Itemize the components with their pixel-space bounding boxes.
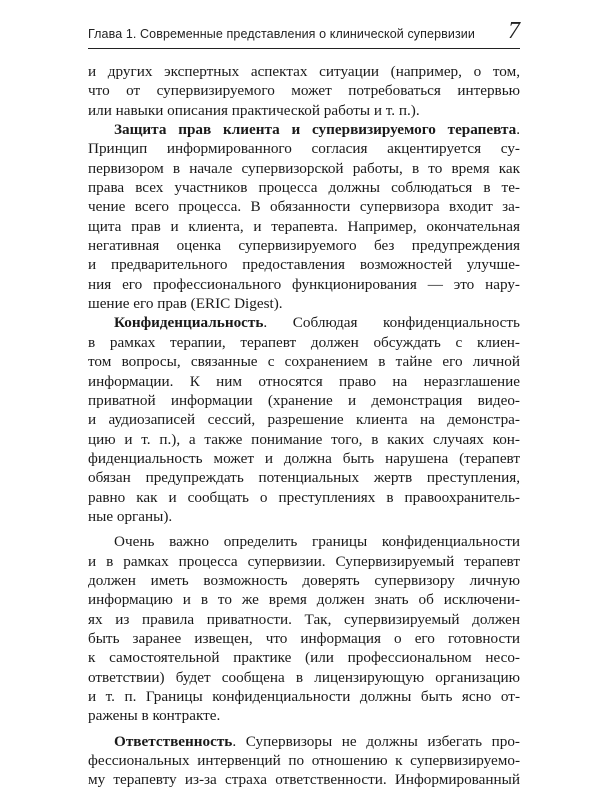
text-line: цию и т. п.), а также понимание того, в каких случаях кон- [88,430,520,448]
paragraph-continuation [88,62,520,120]
text-line: и т. п. Границы конфиденциальности должны быть ясно от- [88,688,520,705]
paragraph-responsibility [88,732,520,790]
text-line: должен иметь возможность доверять супервизору личную [88,571,520,589]
text-line: первизором в начале супервизорской работы, в то время как [88,159,520,177]
text-line: му терапевту из-за страха ответственности. Информированный [88,771,520,789]
text-line: чение всего процесса. В обязанности супервизора входит за- [88,198,520,216]
text-line: информацию и в то же время должен знать об исключени- [88,591,520,609]
section-heading-confidentiality: Конфиденциальность [114,314,264,332]
body-text [88,62,520,790]
text-line: шение его прав (ERIC Digest). [88,295,283,313]
section-heading-responsibility: Ответственность [114,732,233,750]
section-heading-line: Защита прав клиента и супервизируемого терапевта. [114,121,520,139]
text-line: ные органы). [88,507,173,525]
text-line: том вопросы, связанные с сохранением в тайне его личной [88,353,520,371]
chapter-title: Глава 1. Современные представления о клинической супервизии [88,27,475,41]
text-line: и предварительного предоставления возможностей улучше- [88,256,520,274]
section-heading-line: Конфиденциальность. Соблюдая конфиденциальность [114,314,520,332]
text-line: Очень важно определить границы конфиденциальности [114,533,520,551]
text-line: и аудиозаписей сессий, разрешение клиента на демонстра- [88,411,520,429]
text-line: ражены в контракте. [88,707,221,725]
text-line: фиденциальность может и должна быть нарушена (терапевт [88,449,520,467]
text-line: приватной информации (хранение и демонстрация видео- [88,391,520,409]
paragraph-boundaries [88,532,520,725]
text-line: негативная оценка супервизируемого без предупреждения [88,237,520,255]
text-line: фессиональных интервенций по отношению к супервизируемо- [88,752,520,770]
text-line: что от супервизируемого может потребоваться интервью [88,82,520,100]
text-line: ния его профессионального функционирования — это нару- [88,275,520,293]
text-line: равно как и сообщать о преступлениях в правоохранитель- [88,488,520,506]
text-line: ях из правила приватности. Так, супервизируемый должен [88,610,520,628]
text-line: в рамках терапии, терапевт должен обсуждать с клиен- [88,333,520,351]
text-line: ответствии) будет сообщена в лицензирующую организацию [88,668,520,686]
page-number: 7 [508,18,520,44]
text-line: и других экспертных аспектах ситуации (например, о том, [88,63,520,80]
text-line: и в рамках процесса супервизии. Супервизируемый терапевт [88,552,520,570]
text-line: обязан предупреждать потенциальных жертв преступления, [88,469,520,487]
text-line: к самостоятельной практике (или профессиональном несо- [88,649,520,667]
section-heading-line: Ответственность. Супервизоры не должны избегать про- [114,732,520,750]
text-line: или навыки описания практической работы и т. п.). [88,101,420,119]
section-heading-rights: Защита прав клиента и супервизируемого терапевта [114,121,517,139]
text-line: права всех участников процесса должны соблюдаться в те- [88,179,520,197]
text-line: щита прав и клиента, и терапевта. Например, окончательная [88,217,520,235]
text-line: информации. К ним относятся право на неразглашение [88,372,520,390]
paragraph-confidentiality [88,313,520,526]
text-line: быть заранее извещен, что информация о его готовности [88,629,520,647]
running-header [88,18,520,49]
text-line: Принцип информированного согласия акцентируется су- [88,140,520,158]
paragraph-client-rights [88,120,520,313]
